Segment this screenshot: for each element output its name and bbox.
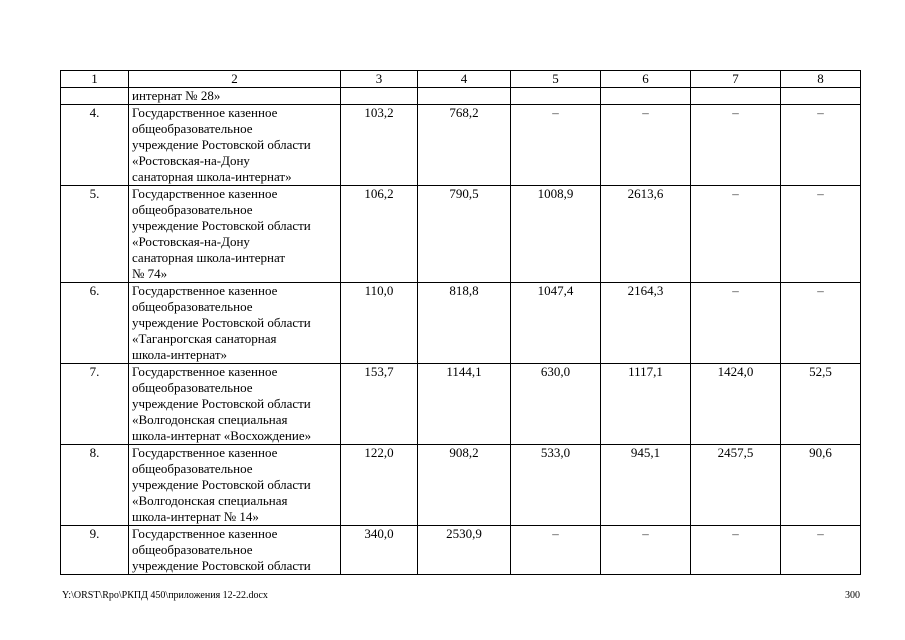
name-line: «Ростовская-на-Дону — [132, 153, 250, 168]
name-line: учреждение Ростовской области — [132, 137, 311, 152]
name-line: интернат № 28» — [132, 88, 221, 103]
header-cell: 1 — [61, 71, 129, 88]
name-line: школа-интернат № 14» — [132, 509, 259, 524]
value-cell-c6: – — [601, 526, 691, 575]
name-line: Государственное казенное — [132, 445, 278, 460]
value-cell-c8: – — [781, 186, 861, 283]
name-line: Государственное казенное — [132, 526, 278, 541]
value-cell-c8 — [781, 88, 861, 105]
value-cell-c7: 1424,0 — [691, 364, 781, 445]
table-row — [61, 88, 861, 105]
name-line: общеобразовательное — [132, 299, 253, 314]
name-line: учреждение Ростовской области — [132, 218, 311, 233]
value-cell-c3: 153,7 — [341, 364, 418, 445]
row-number — [61, 88, 129, 105]
value-cell-c4: 768,2 — [418, 105, 511, 186]
value-cell-c4: 1144,1 — [418, 364, 511, 445]
value-cell-c6: 2164,3 — [601, 283, 691, 364]
table-row — [61, 445, 861, 526]
row-number: 4. — [61, 105, 129, 186]
institution-name — [129, 186, 341, 283]
value-cell-c8: – — [781, 283, 861, 364]
value-cell-c6: 2613,6 — [601, 186, 691, 283]
value-cell-c5: 533,0 — [511, 445, 601, 526]
name-line: санаторная школа-интернат» — [132, 169, 292, 184]
value-cell-c6: 945,1 — [601, 445, 691, 526]
name-line: учреждение Ростовской области — [132, 477, 311, 492]
institution-name — [129, 105, 341, 186]
name-line: общеобразовательное — [132, 461, 253, 476]
header-cell: 8 — [781, 71, 861, 88]
value-cell-c4: 790,5 — [418, 186, 511, 283]
name-line: Государственное казенное — [132, 283, 278, 298]
value-cell-c7: – — [691, 186, 781, 283]
name-line: Государственное казенное — [132, 186, 278, 201]
table-row — [61, 526, 861, 575]
row-number: 9. — [61, 526, 129, 575]
name-line: Государственное казенное — [132, 364, 278, 379]
name-line: школа-интернат «Восхождение» — [132, 428, 312, 443]
value-cell-c7: – — [691, 283, 781, 364]
institution-name — [129, 283, 341, 364]
value-cell-c7 — [691, 88, 781, 105]
name-line: Государственное казенное — [132, 105, 278, 120]
value-cell-c5: 630,0 — [511, 364, 601, 445]
institution-name — [129, 88, 341, 105]
name-line: «Волгодонская специальная — [132, 412, 288, 427]
header-cell: 3 — [341, 71, 418, 88]
header-cell: 7 — [691, 71, 781, 88]
value-cell-c4 — [418, 88, 511, 105]
value-cell-c4: 908,2 — [418, 445, 511, 526]
name-line: «Ростовская-на-Дону — [132, 234, 250, 249]
table-row — [61, 186, 861, 283]
name-line: школа-интернат» — [132, 347, 228, 362]
value-cell-c5 — [511, 88, 601, 105]
value-cell-c3: 110,0 — [341, 283, 418, 364]
header-cell: 5 — [511, 71, 601, 88]
name-line: общеобразовательное — [132, 542, 253, 557]
value-cell-c7: – — [691, 526, 781, 575]
value-cell-c4: 818,8 — [418, 283, 511, 364]
name-line: общеобразовательное — [132, 380, 253, 395]
value-cell-c6 — [601, 88, 691, 105]
footer-page-number: 300 — [845, 590, 860, 601]
value-cell-c6: – — [601, 105, 691, 186]
footer-file-path: Y:\ORST\Rpo\РКПД 450\приложения 12-22.docx — [62, 590, 268, 601]
institution-name — [129, 364, 341, 445]
table-row — [61, 364, 861, 445]
value-cell-c3 — [341, 88, 418, 105]
value-cell-c5: 1047,4 — [511, 283, 601, 364]
value-cell-c5: – — [511, 526, 601, 575]
institution-name — [129, 445, 341, 526]
value-cell-c8: 90,6 — [781, 445, 861, 526]
row-number: 5. — [61, 186, 129, 283]
value-cell-c5: 1008,9 — [511, 186, 601, 283]
value-cell-c3: 340,0 — [341, 526, 418, 575]
value-cell-c4: 2530,9 — [418, 526, 511, 575]
header-cell: 4 — [418, 71, 511, 88]
name-line: «Таганрогская санаторная — [132, 331, 277, 346]
institution-name — [129, 526, 341, 575]
name-line: № 74» — [132, 266, 168, 281]
row-number: 7. — [61, 364, 129, 445]
header-row — [61, 71, 861, 88]
name-line: общеобразовательное — [132, 121, 253, 136]
value-cell-c3: 106,2 — [341, 186, 418, 283]
value-cell-c7: 2457,5 — [691, 445, 781, 526]
header-cell: 6 — [601, 71, 691, 88]
name-line: «Волгодонская специальная — [132, 493, 288, 508]
document-table — [60, 70, 861, 575]
table-row — [61, 105, 861, 186]
value-cell-c6: 1117,1 — [601, 364, 691, 445]
name-line: учреждение Ростовской области — [132, 558, 311, 573]
table-row — [61, 283, 861, 364]
value-cell-c3: 122,0 — [341, 445, 418, 526]
value-cell-c7: – — [691, 105, 781, 186]
value-cell-c3: 103,2 — [341, 105, 418, 186]
name-line: учреждение Ростовской области — [132, 396, 311, 411]
name-line: общеобразовательное — [132, 202, 253, 217]
value-cell-c5: – — [511, 105, 601, 186]
row-number: 6. — [61, 283, 129, 364]
value-cell-c8: – — [781, 105, 861, 186]
header-cell: 2 — [129, 71, 341, 88]
name-line: учреждение Ростовской области — [132, 315, 311, 330]
value-cell-c8: – — [781, 526, 861, 575]
name-line: санаторная школа-интернат — [132, 250, 286, 265]
row-number: 8. — [61, 445, 129, 526]
value-cell-c8: 52,5 — [781, 364, 861, 445]
